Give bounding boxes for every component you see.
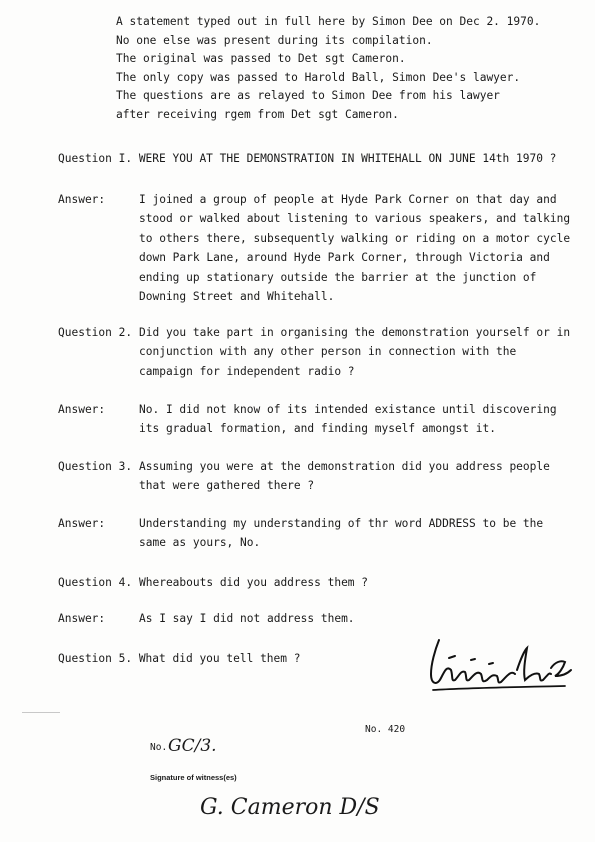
answer-text xyxy=(139,609,569,628)
question-text: Question 5. What did you tell them ? xyxy=(58,652,301,665)
answer-line: I joined a group of people at Hyde Park Corner on that day and xyxy=(139,193,557,206)
scan-mark xyxy=(22,712,60,713)
question-label: Question 3. xyxy=(58,460,133,473)
exhibit-prefix: No. xyxy=(150,742,168,753)
question-line: Did you take part in organising the demonstration yourself or in xyxy=(139,326,571,339)
answer-label: Answer: xyxy=(58,612,106,625)
question-label: Question 4. xyxy=(58,576,133,589)
intro-line: No one else was present during its compilation. xyxy=(116,33,433,47)
question-line: Assuming you were at the demonstration did you address people xyxy=(139,460,550,473)
intro-line: after receiving rgem from Det sgt Cameron. xyxy=(116,107,399,121)
intro-block xyxy=(116,13,540,125)
answer-line: down Park Lane, around Hyde Park Corner, through Victoria and xyxy=(139,251,550,265)
answer-line: stood or walked about listening to various speakers, and talking xyxy=(139,212,571,226)
answer-text xyxy=(139,190,569,306)
statement-signature xyxy=(425,630,575,698)
question-1: Question I. WERE YOU AT THE DEMONSTRATION IN WHITEHALL ON JUNE 14th 1970 ? xyxy=(58,152,557,165)
exhibit-number: GC/3. xyxy=(168,736,217,756)
answer-line: same as yours, No. xyxy=(139,536,261,550)
question-label: Question 2. xyxy=(58,326,133,339)
intro-line: The questions are as relayed to Simon Dee from his lawyer xyxy=(116,89,500,103)
answer-text xyxy=(139,400,569,439)
question-text xyxy=(139,573,569,592)
answer-line: Understanding my understanding of thr word ADDRESS to be the xyxy=(139,517,544,530)
witness-signature: G. Cameron D/S xyxy=(200,795,380,820)
answer-line: to others there, subsequently walking or riding on a motor cycle xyxy=(139,231,571,245)
answer-line: ending up stationary outside the barrier at the junction of xyxy=(139,270,537,284)
answer-text xyxy=(139,514,569,553)
question-text xyxy=(139,457,569,496)
answer-line: No. I did not know of its intended existance until discovering xyxy=(139,403,557,416)
intro-line: A statement typed out in full here by Simon Dee on Dec 2. 1970. xyxy=(116,15,541,28)
answer-line: Downing Street and Whitehall. xyxy=(139,290,335,304)
form-number: No. 420 xyxy=(365,724,406,735)
intro-line: The only copy was passed to Harold Ball, Simon Dee's lawyer. xyxy=(116,70,521,84)
answer-label: Answer: xyxy=(58,403,106,416)
answer-label: Answer: xyxy=(58,517,106,530)
answer-label: Answer: xyxy=(58,193,106,206)
question-line: Whereabouts did you address them ? xyxy=(139,576,369,589)
question-line: conjunction with any other person in connection with the xyxy=(139,345,517,359)
answer-line: As I say I did not address them. xyxy=(139,612,355,625)
answer-line: its gradual formation, and finding myself amongst it. xyxy=(139,422,496,436)
question-line: campaign for independent radio ? xyxy=(139,364,355,378)
question-text xyxy=(139,323,569,381)
question-line: that were gathered there ? xyxy=(139,479,315,493)
intro-line: The original was passed to Det sgt Cameron. xyxy=(116,52,406,66)
witness-label: Signature of witness(es) xyxy=(150,773,237,782)
